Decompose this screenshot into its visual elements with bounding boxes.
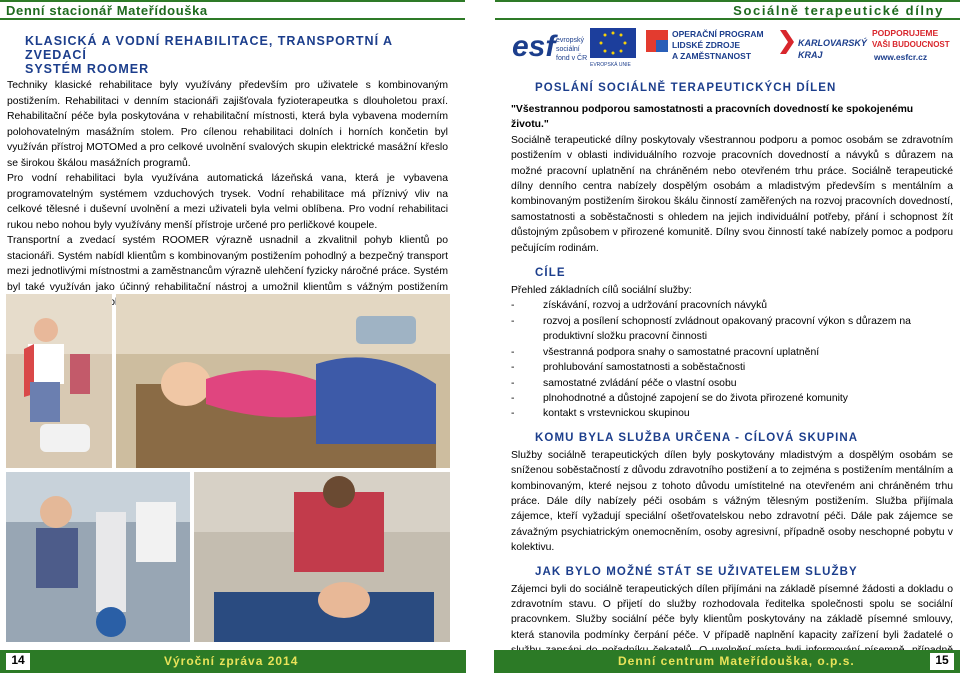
kraj-line-2: KRAJ bbox=[798, 50, 823, 60]
left-page-number: 14 bbox=[6, 653, 30, 670]
op-line-2: LIDSKÉ ZDROJE bbox=[672, 40, 741, 50]
goal-item: - kontakt s vrstevnickou skupinou bbox=[511, 406, 953, 421]
goals-list bbox=[511, 298, 953, 421]
goal-item: - všestranná podpora snahy o samostatné pracovní uplatnění bbox=[511, 345, 953, 360]
rehab-heading-line2: SYSTÉM ROOMER bbox=[25, 62, 150, 76]
photo-massage-table bbox=[116, 294, 450, 468]
left-column bbox=[7, 34, 448, 311]
left-page-header bbox=[0, 0, 465, 20]
support-line-1: PODPORUJEME bbox=[872, 28, 939, 38]
how-to-join-text: Zájemci byli do sociálně terapeutických dílen přijímáni na základě písemné žádosti a dokladu o zdravotním stavu. O přijetí do služby rozhodovala ředitelka společnosti spolu se sociální pracovnkem. Služby sociální péče byly klientům poskytovány na základě písemné smlouvy, která stanovila podmínky čerpání péče. V případě naplnění kapacity zařízení byli žadatelé o bbox=[511, 583, 953, 641]
rehab-paragraph-2: Pro vodní rehabilitaci byla využívána automatická lázeňská vana, která je vybavena programovatelným systémem vzduchových trysek. Vodní rehabilitace má příznivý vliv na celkové tělesné i duševní uvolnění a mezi uživateli byla velmi oblíbena. Pro vodní rehabilitaci rukou nebo nohou byly využívány menší přístroje určené pro perličkové koupele. bbox=[7, 173, 448, 231]
mission-quote: "Všestrannou podporou samostatnosti a pracovních dovedností ke spokojenému životu." bbox=[511, 104, 914, 131]
photo-foot-bath bbox=[6, 294, 112, 468]
target-group-heading: KOMU BYLA SLUŽBA URČENA - CÍLOVÁ SKUPINA bbox=[535, 431, 859, 444]
esf-sub-1: evropský bbox=[556, 37, 585, 44]
esf-sub-3: fond v ČR bbox=[556, 55, 588, 62]
left-header-title: Denní stacionář Mateřídouška bbox=[6, 3, 208, 18]
mission-heading: POSLÁNÍ SOCIÁLNĚ TERAPEUTICKÝCH DÍLEN bbox=[535, 82, 837, 94]
goals-intro: Přehled základních cílů sociální služby: bbox=[511, 285, 692, 297]
left-footer-text: Výroční zpráva 2014 bbox=[164, 654, 299, 668]
target-group-text: Služby sociálně terapeutických dílen byly poskytovány mladistvým a dospělým osobám se sníženou soběstačností z důvodu zdravotního postižení a to zejména s postižením mentálním a kombinovaným, které nejsou z tohoto důvodu umístitelné na otevřeném ani chráněném trhu práce. Dále díly nabízely péči osobám s vážným tělesným postižením. Služba přijímala zájemce, kteří vyžadují speciální ošetřovatelskou nebo zdravotní péči. Dále pak zájemce se závažným psychiatrickým onemocněním, osoby agresivní, případně osoby neschopné pobytu v kolektivu. bbox=[511, 449, 953, 554]
op-line-1: OPERAČNÍ PROGRAM bbox=[672, 29, 764, 39]
goal-item: - samostatné zvládání péče o vlastní osobu bbox=[511, 376, 953, 391]
goals-heading: CÍLE bbox=[535, 267, 566, 280]
right-footer-text: Denní centrum Mateřídouška, o.p.s. bbox=[618, 654, 855, 668]
right-footer bbox=[494, 650, 960, 673]
photo-face-massage bbox=[194, 472, 450, 642]
eu-label: EVROPSKÁ UNIE bbox=[590, 62, 631, 68]
esf-logo-text: esf bbox=[512, 30, 556, 63]
right-column bbox=[511, 81, 953, 673]
funding-logos-art bbox=[510, 22, 956, 68]
goal-item: - rozvoj a posílení schopností zvládnout opakovaný pracovní výkon s důrazem na produktivní složku pracovní činnosti bbox=[511, 314, 953, 345]
rehab-paragraph-3: Transportní a zvedací systém ROOMER výrazně usnadnil a zkvalitnil pohyb klientů po stacionáři. Systém nabídl klientům s kombinovaným postižením pohodlný a bezpečný transport mezi jednotlivými místnostmi a zaměstnancům výrazně ulehčení fyzicky náročné práce. Systém byl také využíván jako účinný rehabilitační nástroj a umožnil klientům s vážným postižením bbox=[7, 235, 448, 293]
right-header-title: Sociálně terapeutické dílny bbox=[733, 3, 944, 18]
left-footer bbox=[0, 650, 466, 673]
support-line-2: VAŠI BUDOUCNOST bbox=[872, 40, 950, 49]
kraj-logo-icon bbox=[780, 30, 794, 54]
funding-logos bbox=[510, 22, 956, 68]
rehab-heading-line1: KLASICKÁ A VODNÍ REHABILITACE, TRANSPORTNÍ A ZVEDACÍ bbox=[25, 34, 393, 62]
kraj-line-1: KARLOVARSKÝ bbox=[798, 38, 867, 48]
goal-item: - prohlubování samostatnosti a soběstačnosti bbox=[511, 360, 953, 375]
how-to-join-heading: JAK BYLO MOŽNÉ STÁT SE UŽIVATELEM SLUŽBY bbox=[535, 565, 858, 578]
mission-text: Sociálně terapeutické dílny poskytovaly všestrannou podporu a pomoc osobám se zdravotním postižením v oblasti individuálního rozvoje pracovních dovedností a návyků s důrazem na možné pracovní uplatnění na chráněném nebo otevřeném trhu práce. Sociálně terapeutické dílny denního centra nabízely dospělým osobám a mladistvým především s mentálním a kombinovaným postižením širokou škálu činností zaměřených na rozvoj pracovních dovedností, samostatnosti a soběstačnosti s ohledem na jejich individuální potřeby, přání i schopnost žít důstojným způsobem v přirozené komunitě. Dílny svou činností také nabízely pomoc a podporu pečujícím rodinám. bbox=[511, 134, 953, 254]
right-page-header bbox=[495, 0, 960, 20]
photo-motomed bbox=[6, 472, 190, 642]
right-page-number: 15 bbox=[930, 653, 954, 670]
goal-item: - získávání, rozvoj a udržování pracovních návyků bbox=[511, 298, 953, 313]
op-line-3: A ZAMĚSTNANOST bbox=[672, 51, 752, 61]
support-line-3: www.esfcr.cz bbox=[874, 52, 928, 62]
goal-item: - plnohodnotné a důstojné zapojení se do života přirozené komunity bbox=[511, 391, 953, 406]
rehab-heading bbox=[7, 34, 448, 76]
esf-sub-2: sociální bbox=[556, 46, 580, 53]
rehab-paragraph-1: Techniky klasické rehabilitace byly využívány především pro uživatele s kombinovaným postižením. Rehabilitaci v denním stacionáři zajišťovala fyzioterapeutka s dlouholetou praxí. Rehabilitační péče byla poskytována v rehabilitační místnosti, která byla vybavena moderním polohovatelným masážním stolem. Pro cílenou rehabilitaci dolních i horních končetin byl využíván přístroj MOTOMed a pro celkové uvolnění svalových skupin elektrické masážní křeslo se širokou škálou masážních programů. bbox=[7, 80, 448, 169]
